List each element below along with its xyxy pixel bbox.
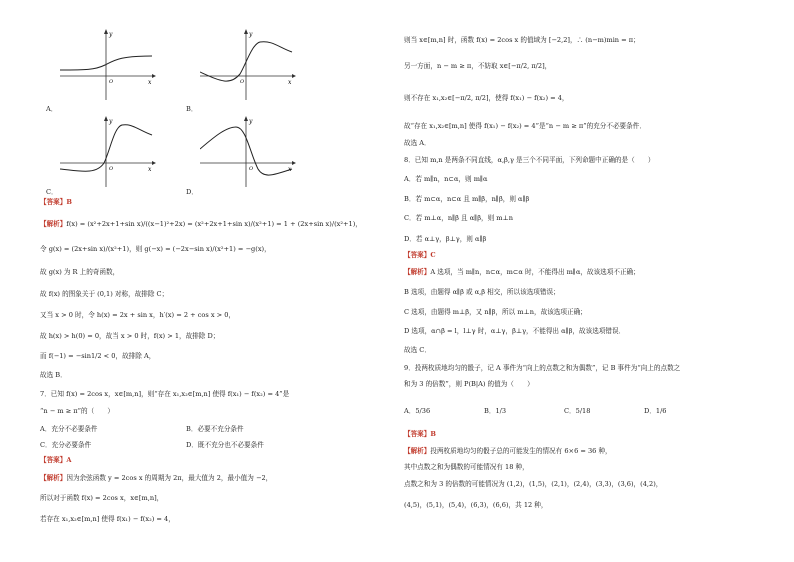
question-8-option-b: B．若 m⊂α，n⊂α 且 m∥β，n∥β，则 α∥β xyxy=(404,195,530,203)
axis-origin-label: O xyxy=(240,79,245,85)
graph-c-plot xyxy=(60,113,160,188)
section-tag: 【解析】 xyxy=(40,474,67,482)
analysis-8-line-3: C 选项，由题得 m⊥β，又 n∥β，所以 m⊥n，故该选项正确； xyxy=(404,308,587,316)
analysis-6-line-3: 故 g(x) 为 R 上的奇函数， xyxy=(40,268,120,276)
analysis-9-line-3: 点数之和为 3 的倍数的可能情况为 (1,2)，(1,5)，(2,1)，(2,4)，(3,3)，(3,6)，(4,2)， xyxy=(404,480,663,488)
answer-8 xyxy=(404,251,436,259)
section-text: B xyxy=(66,198,72,206)
analysis-6-line-4: 故 f(x) 的图象关于 (0,1) 对称，故排除 C； xyxy=(40,290,169,298)
axis-origin-label: O xyxy=(249,166,254,172)
analysis-9-line-1 xyxy=(404,447,612,455)
analysis-8-line-4: D 选项，α∩β = l，l⊥γ 时，α⊥γ，β⊥γ，不能得出 α∥β，故该选项错误． xyxy=(404,327,626,335)
question-9-option-d: D．1/6 xyxy=(644,407,667,415)
graph-c xyxy=(60,113,160,188)
section-text: 投两枚质地均匀的骰子总的可能发生的情况有 6×6 = 36 种， xyxy=(430,447,612,455)
section-tag: 【答案】 xyxy=(404,251,431,259)
section-text: B xyxy=(430,430,436,438)
analysis-6-line-5: 又当 x > 0 时，令 h(x) = 2x + sin x，h′(x) = 2 + cos x > 0， xyxy=(40,311,236,319)
section-text: 因为余弦函数 y = 2cos x 的周期为 2π，最大值为 2，最小值为 −2， xyxy=(66,474,273,482)
question-9-option-c: C．5/18 xyxy=(564,407,591,415)
analysis-9-line-2: 其中点数之和为偶数的可能情况有 18 种， xyxy=(404,463,529,471)
question-8-option-c: C．若 m⊥α，n∥β 且 α∥β，则 m⊥n xyxy=(404,214,514,222)
axis-x-label: x xyxy=(148,166,152,173)
axis-origin-label: O xyxy=(109,79,114,85)
analysis-7-line-1 xyxy=(40,474,272,482)
graph-b-label: B． xyxy=(186,105,198,113)
question-7-option-d: D．既不充分也不必要条件 xyxy=(186,441,264,449)
question-7-option-c: C．充分必要条件 xyxy=(40,441,92,449)
question-7-stem-2: “n − m ≥ π”的（ ） xyxy=(40,407,114,415)
axis-y-label: y xyxy=(109,118,113,125)
analysis-6-line-6: 故 h(x) > h(0) = 0，故当 x > 0 时，f(x) > 1，故排除 D； xyxy=(40,332,220,340)
answer-9 xyxy=(404,430,436,438)
analysis-6-line-7: 而 f(−1) = −sin1/2 < 0，故排除 A， xyxy=(40,352,156,360)
question-7-stem: 7．已知 f(x) = 2cos x，x∈[m,n]，则“存在 x₁,x₂∈[m,n] 使得 f(x₁) − f(x₂) = 4”是 xyxy=(40,390,290,398)
question-9-option-a: A．5/36 xyxy=(404,407,431,415)
analysis-8-conclusion: 故选 C． xyxy=(404,346,431,354)
question-9-option-b: B．1/3 xyxy=(484,407,507,415)
axis-y-label: y xyxy=(249,118,253,125)
graph-b xyxy=(200,26,300,101)
graph-a xyxy=(60,26,160,101)
section-tag: 【解析】 xyxy=(40,220,67,228)
graph-d-plot xyxy=(200,113,300,188)
section-tag: 【答案】 xyxy=(404,430,431,438)
question-9-stem: 9．投两枚质地均匀的骰子，记 A 事件为“向上的点数之和为偶数”，记 B 事件为“向上的点数之 xyxy=(404,364,681,372)
axis-x-label: x xyxy=(288,79,292,86)
analysis-7-line-7: 故“存在 x₁,x₂∈[m,n] 使得 f(x₁) − f(x₂) = 4”是“n − m ≥ π”的充分不必要条件． xyxy=(404,122,646,130)
right-column xyxy=(404,0,764,562)
analysis-7-conclusion: 故选 A． xyxy=(404,139,431,147)
analysis-7-line-5: 另一方面，n − m ≥ π，不妨取 x∈[−π/2, π/2]， xyxy=(404,62,552,70)
graph-c-label: C． xyxy=(46,188,58,196)
analysis-6-line-1 xyxy=(40,220,362,228)
axis-origin-label: O xyxy=(109,166,114,172)
analysis-9-line-4: (4,5)，(5,1)，(5,4)，(6,3)，(6,6)，共 12 种， xyxy=(404,501,548,509)
analysis-8-line-1 xyxy=(404,268,640,276)
section-text: A 选项，当 m∥n，n⊂α，m⊂α 时，不能得出 m∥α，故该选项不正确； xyxy=(430,268,640,276)
axis-x-label: x xyxy=(148,79,152,86)
answer-7 xyxy=(40,456,72,464)
answer-6 xyxy=(40,198,72,206)
question-8-stem: 8．已知 m,n 是两条不同直线，α,β,γ 是三个不同平面，下列命题中正确的是（ ） xyxy=(404,156,655,164)
analysis-8-line-2: B 选项，由题得 α∥β 或 α,β 相交，所以该选项错误； xyxy=(404,288,560,296)
section-tag: 【答案】 xyxy=(40,456,67,464)
analysis-7-line-6: 则不存在 x₁,x₂∈[−π/2, π/2]，使得 f(x₁) − f(x₂) = 4， xyxy=(404,94,569,102)
analysis-6-conclusion: 故选 B． xyxy=(40,371,67,379)
question-9-stem-2: 和为 3 的倍数”，则 P(B|A) 的值为（ ） xyxy=(404,380,534,388)
question-7-option-b: B．必要不充分条件 xyxy=(186,425,244,433)
axis-y-label: y xyxy=(249,31,253,38)
section-tag: 【解析】 xyxy=(404,447,431,455)
graph-a-plot xyxy=(60,26,160,101)
graph-a-label: A． xyxy=(46,105,58,113)
section-tag: 【解析】 xyxy=(404,268,431,276)
section-tag: 【答案】 xyxy=(40,198,67,206)
analysis-7-line-3: 若存在 x₁,x₂∈[m,n] 使得 f(x₁) − f(x₂) = 4， xyxy=(40,515,175,523)
section-text: A xyxy=(66,456,72,464)
axis-x-label: x xyxy=(288,166,292,173)
section-text: C xyxy=(430,251,436,259)
question-7-option-a: A．充分不必要条件 xyxy=(40,425,98,433)
analysis-7-line-2: 所以对于函数 f(x) = 2cos x，x∈[m,n]， xyxy=(40,494,164,502)
left-column xyxy=(40,0,400,562)
question-8-option-d: D．若 α⊥γ，β⊥γ，则 α∥β xyxy=(404,235,487,243)
analysis-6-line-2: 令 g(x) = (2x+sin x)/(x²+1)，则 g(−x) = (−2x−sin x)/(x²+1) = −g(x)， xyxy=(40,245,271,253)
section-text: f(x) = (x²+2x+1+sin x)/((x−1)²+2x) = (x²+2x+1+sin x)/(x²+1) = 1 + (2x+sin x)/(x²+1)， xyxy=(66,220,362,228)
analysis-7-line-4: 则当 x∈[m,n] 时，函数 f(x) = 2cos x 的值域为 [−2,2]，∴ (n−m)min = π； xyxy=(404,36,640,44)
axis-y-label: y xyxy=(109,31,113,38)
graph-b-plot xyxy=(200,26,300,101)
graph-d xyxy=(200,113,300,188)
graph-d-label: D． xyxy=(186,188,198,196)
question-8-option-a: A．若 m∥n，n⊂α，则 m∥α xyxy=(404,175,488,183)
